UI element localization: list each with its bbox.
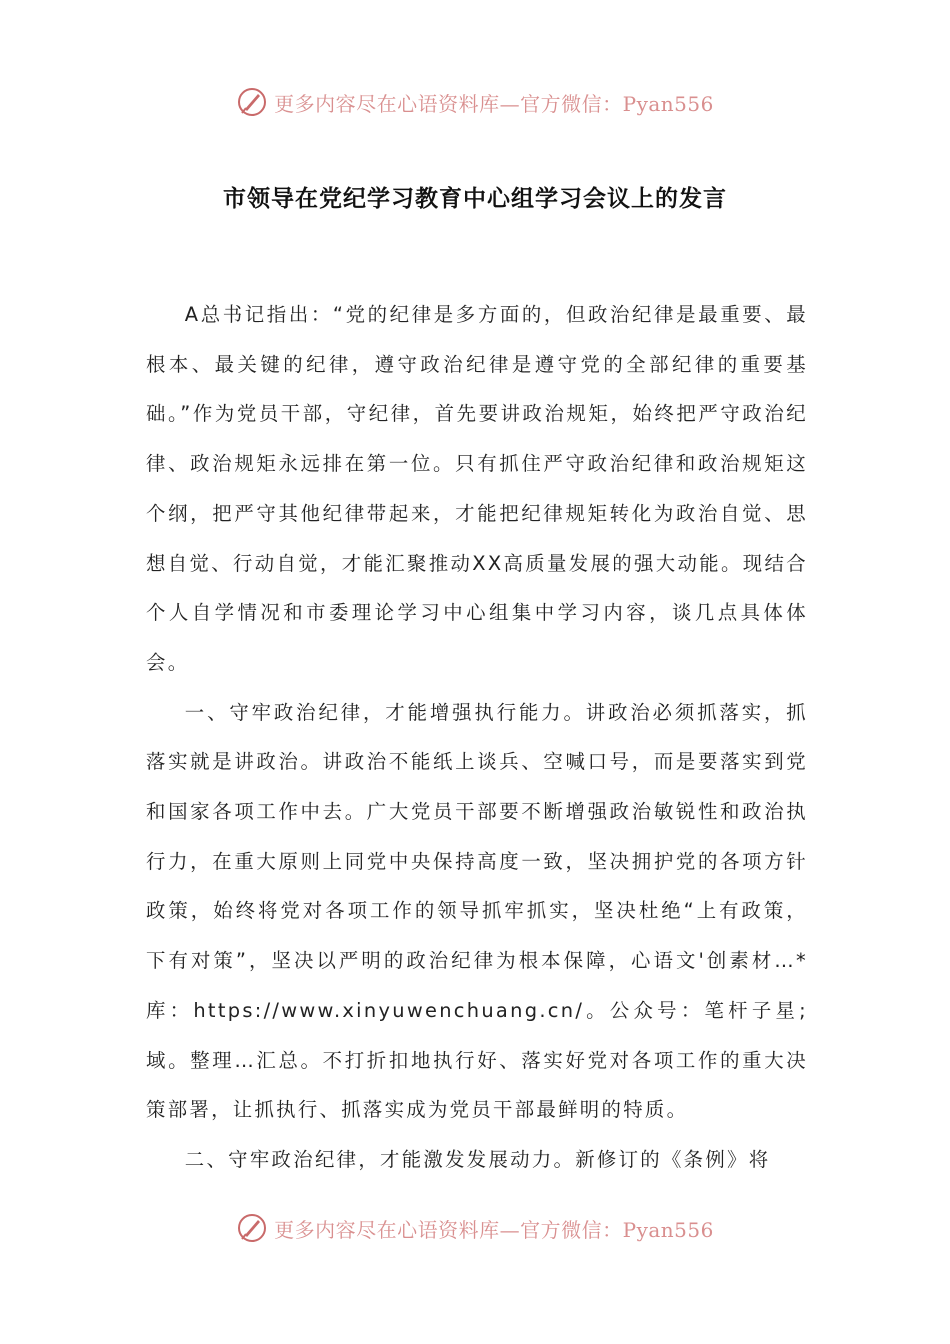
paragraph: A总书记指出：“党的纪律是多方面的，但政治纪律是最重要、最根本、最关键的纪律，遵守政治纪律是遵守党的全部纪律的重要基础。”作为党员干部，守纪律，首先要讲政治规矩，始终把严守政治纪律、政治规矩永远排在第一位。只有抓住严守政治纪律和政治规矩这个纲，把严守其他纪律带起来，才能把纪律规矩转化为政治自觉、思想自觉、行动自觉，才能汇聚推动XX高质量发展的强大动能。现结合个人自学情况和市委理论学习中心组集中学习内容，谈几点具体体会。 [146, 303, 808, 674]
watermark-text: 更多内容尽在心语资料库—官方微信：Pyan556 [274, 1217, 714, 1242]
feather-pen-icon [236, 1212, 268, 1244]
document-title: 市领导在党纪学习教育中心组学习会议上的发言 [223, 186, 727, 212]
footer-watermark-banner [0, 1208, 950, 1248]
paragraph: 二、守牢政治纪律，才能激发发展动力。新修订的《条例》将 [184, 1147, 771, 1171]
paragraph: 一、守牢政治纪律，才能增强执行能力。讲政治必须抓落实，抓落实就是讲政治。讲政治不能纸上谈兵、空喊口号，而是要落实到党和国家各项工作中去。广大党员干部要不断增强政治敏锐性和政治执行力，在重大原则上同党中央保持高度一致，坚决拥护党的各项方针政策，始终将党对各项工作的领导抓牢抓实，坚决杜绝“上有政策，下有对策”，坚决以严明的政治纪律为根本保障，心语文'创素材…*库：https://www.xinyuwenchuang.cn/。公众号：笔杆子星;域。整理…汇总。不打折扣地执行好、落实好党对各项工作的重大决策部署，让抓执行、抓落实成为党员干部最鲜明的特质。 [146, 700, 808, 1122]
watermark-text: 更多内容尽在心语资料库—官方微信：Pyan556 [274, 91, 714, 116]
feather-pen-icon [236, 86, 268, 118]
header-watermark-banner [0, 82, 950, 122]
document-body [146, 290, 808, 1185]
